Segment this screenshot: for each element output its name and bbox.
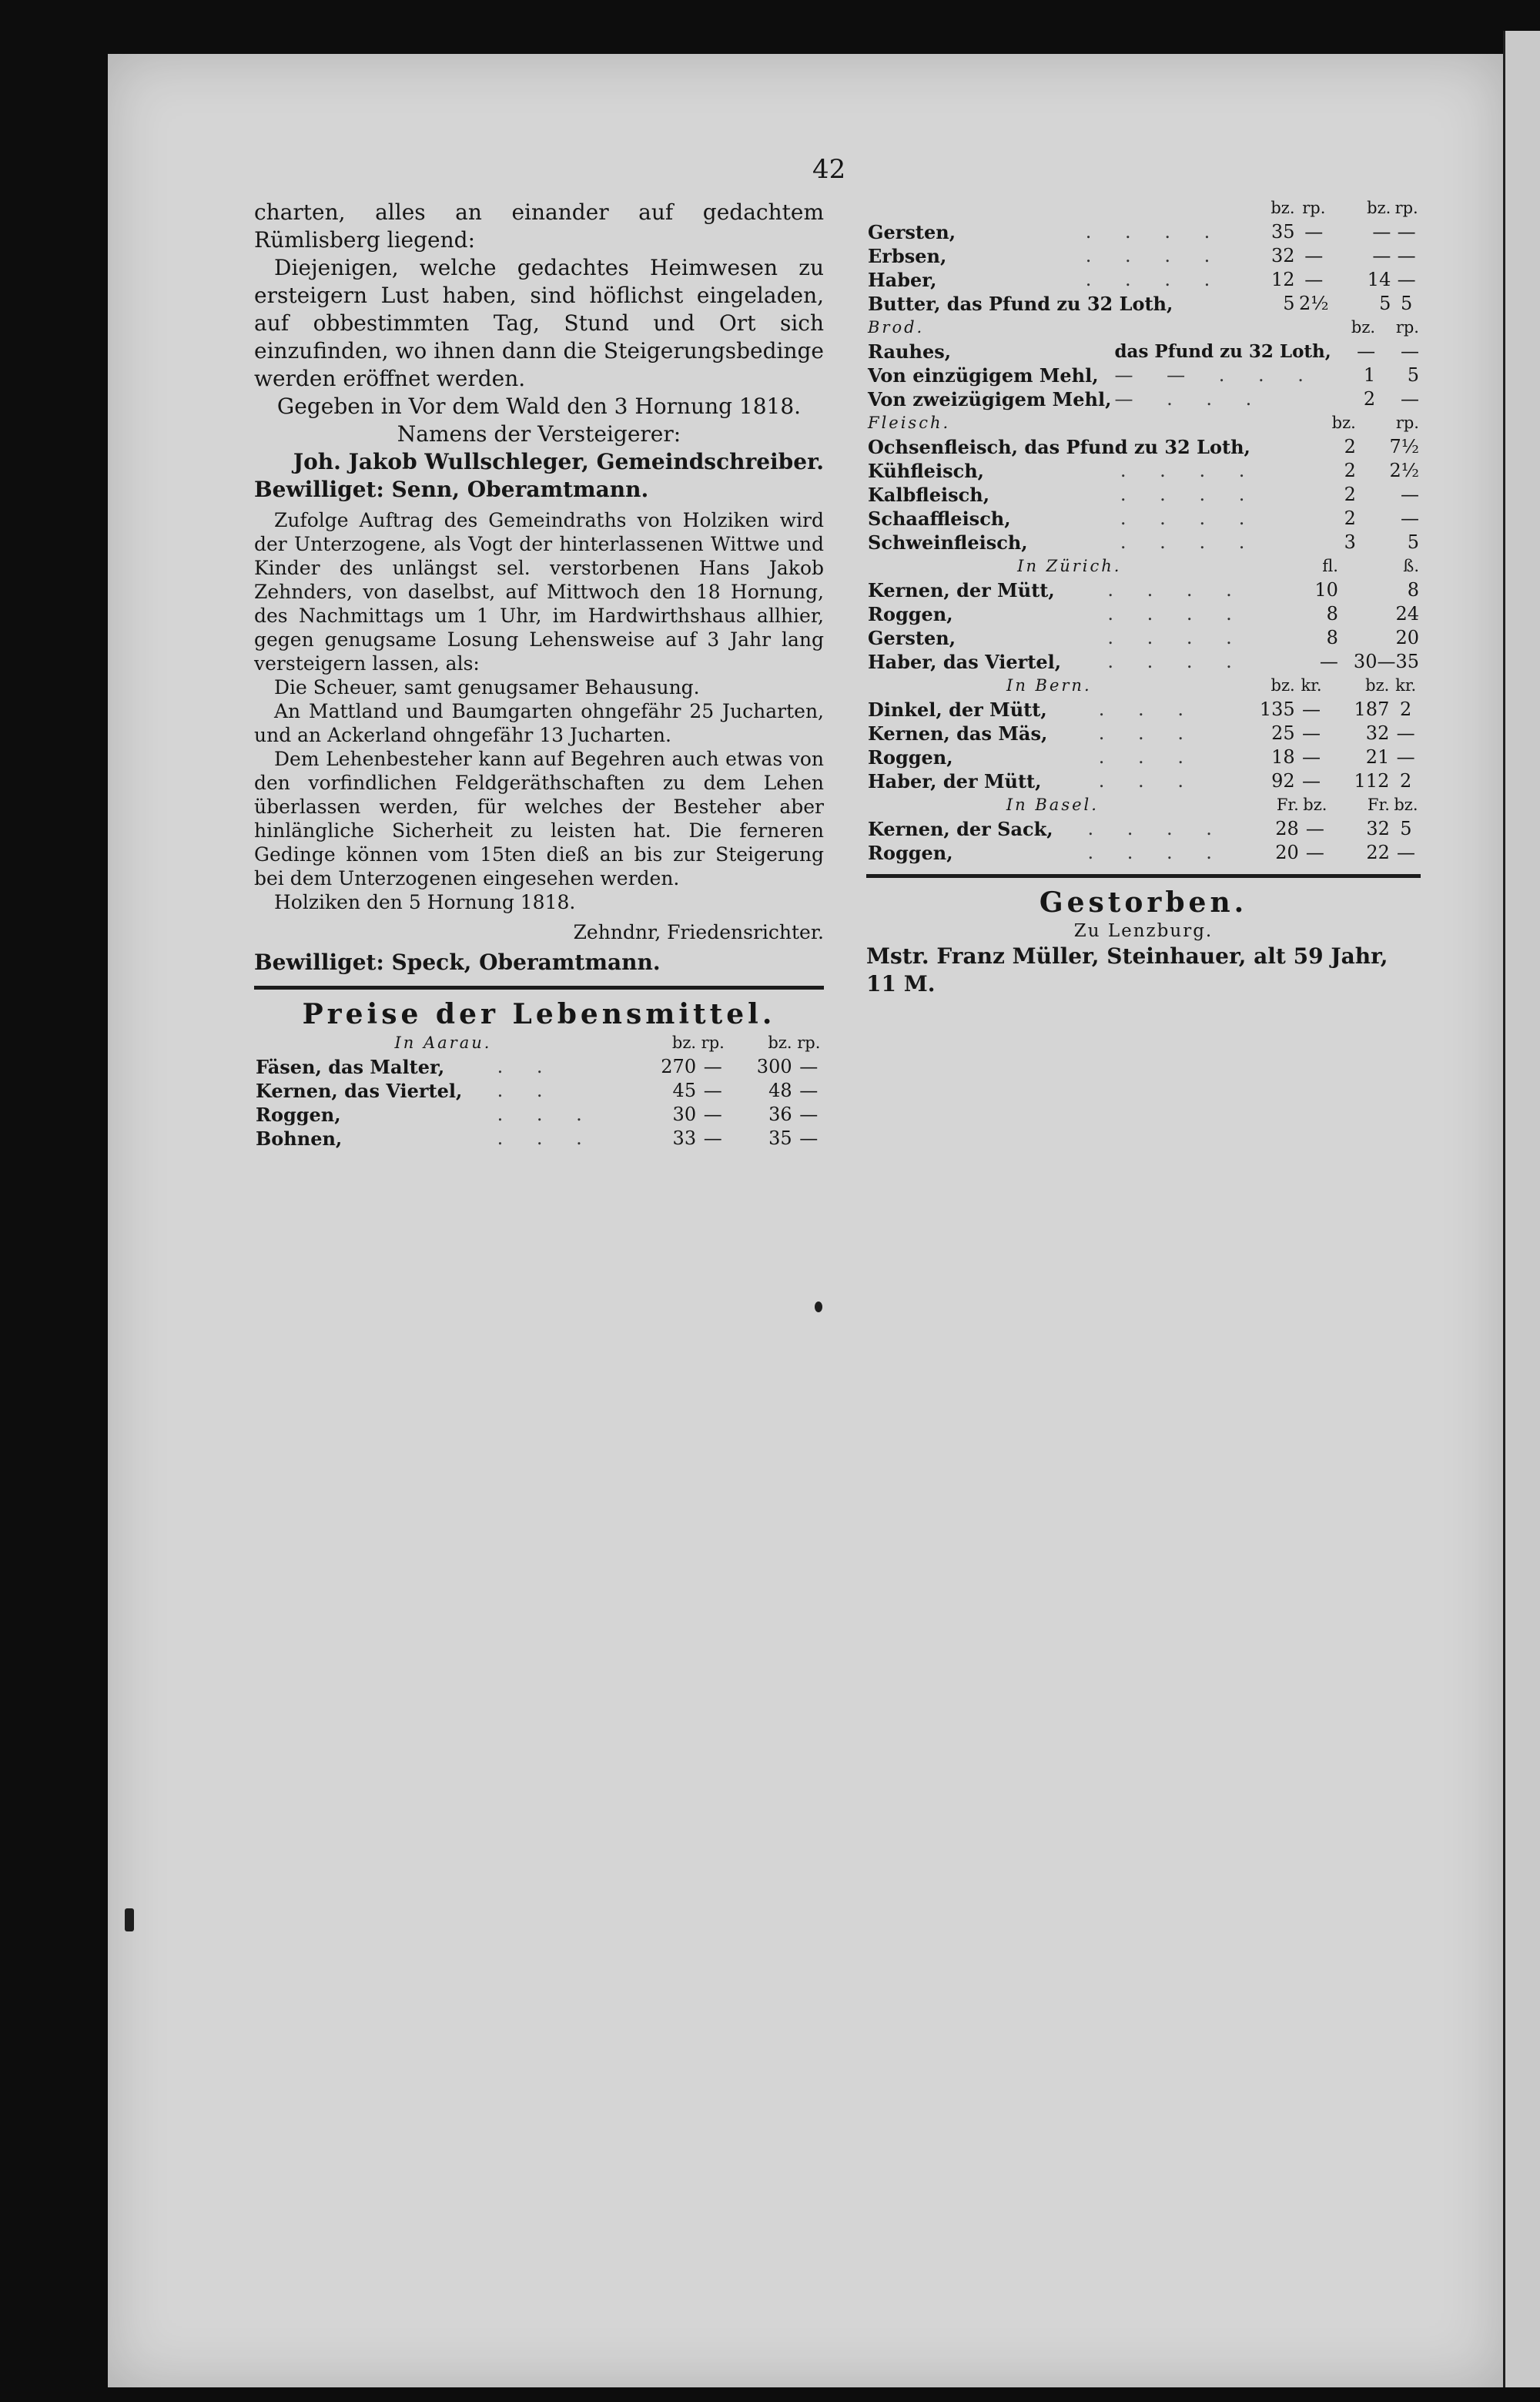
col-header: bz. <box>671 1033 697 1052</box>
price-value: 24 <box>1395 603 1419 625</box>
table-row <box>866 435 1421 459</box>
item-name: Haber, <box>868 269 937 291</box>
table-header <box>866 793 1421 817</box>
item-name: Ochsenfleisch, das Pfund zu 32 Loth, <box>868 436 1250 458</box>
price-value: 30—35 <box>1353 651 1419 672</box>
section-divider <box>866 874 1421 878</box>
item-name: Kernen, der Sack, <box>868 818 1053 840</box>
price-value: 48 <box>768 1080 792 1101</box>
table-row: Haber, der Mütt, . . . 92 — 112 2 <box>866 769 1421 793</box>
col-header: bz. <box>1303 796 1327 814</box>
col-header: bz. <box>1270 199 1295 217</box>
table-row: Roggen, . . . 30 — 36 — <box>254 1103 824 1127</box>
price-value: 5 <box>1400 818 1412 839</box>
brod-price-table <box>866 316 1421 411</box>
notice-text: Dem Lehenbesteher kann auf Begehren auch etwas von den vorfindlichen Feldgeräthschaften zu dem Lehen überlassen werden, für welches der Besteher aber hinlängliche Sicherheit zu leisten hat. Die ferneren Gedinge können vom 15ten dieß an bis zur Steigerung bei dem Unterzogenen eingesehen werden. <box>254 748 824 889</box>
left-column <box>254 199 824 1151</box>
price-value: — <box>1401 388 1419 410</box>
col-header: rp. <box>797 1033 821 1052</box>
price-value: 5 <box>1407 531 1419 553</box>
price-value: 2 <box>1344 460 1356 481</box>
price-value: 45 <box>672 1080 697 1101</box>
price-value: 2½ <box>1389 460 1419 481</box>
notice-text: charten, alles an einander auf gedachtem Rümlisberg liegend: <box>254 199 824 253</box>
price-value: — <box>799 1127 819 1149</box>
price-value: 20 <box>1275 842 1299 863</box>
price-value: — <box>1305 818 1324 839</box>
table-row: Erbsen, . . . . 32 — — — <box>866 244 1421 268</box>
price-value: 5 <box>1401 293 1413 314</box>
price-value: — <box>703 1104 722 1125</box>
price-value: — <box>1372 245 1391 266</box>
ink-spot <box>125 1908 134 1931</box>
item-name: Schaaffleisch, <box>868 508 1011 530</box>
price-value: 32 <box>1270 245 1295 266</box>
price-value: 30 <box>672 1104 697 1125</box>
notice-signatory-label: Namens der Versteigerer: <box>397 421 681 447</box>
price-value: 28 <box>1275 818 1299 839</box>
price-value: — <box>1401 508 1419 529</box>
section-divider <box>254 986 824 990</box>
page-number: 42 <box>812 154 846 185</box>
price-value: 2 <box>1363 388 1376 410</box>
table-row: Roggen, . . . 18 — 21 — <box>866 745 1421 769</box>
table-row: Schweinfleisch, . . . . 3 5 <box>868 531 1419 554</box>
col-header: Fr. <box>1276 796 1299 814</box>
item-name: Gersten, <box>868 221 956 243</box>
section-label: Fleisch. <box>868 414 951 432</box>
table-row: Haber, . . . . 12 — 14 — <box>866 268 1421 292</box>
col-header: kr. <box>1301 676 1322 695</box>
table-row: Bohnen, . . . 33 — 35 — <box>254 1127 824 1151</box>
item-name: Roggen, <box>868 746 953 769</box>
auction-notice-rumlisberg <box>254 199 824 504</box>
deaths-heading: Gestorben. <box>1039 886 1248 919</box>
col-header: bz. <box>1365 676 1390 695</box>
price-value: — <box>1302 722 1321 744</box>
price-value: — <box>1302 698 1321 720</box>
notice-approval: Bewilliget: Speck, Oberamtmann. <box>254 950 661 975</box>
price-value: — <box>1397 245 1416 266</box>
item-name: Kühfleisch, <box>868 460 984 482</box>
price-value: 32 <box>1366 818 1390 839</box>
price-value: — <box>799 1104 819 1125</box>
price-value: 5 <box>1407 364 1419 386</box>
price-value: 92 <box>1271 770 1295 792</box>
notice-signatory: Zehndnr, Friedensrichter. <box>573 921 824 943</box>
table-row: Kernen, der Sack, . . . . 28 — 32 5 <box>866 817 1421 841</box>
price-value: 12 <box>1270 269 1295 290</box>
price-value: 187 <box>1354 698 1390 720</box>
price-value: — <box>1304 269 1324 290</box>
table-row: Gersten, . . . . 8 20 <box>868 627 1419 649</box>
col-header: ß. <box>1403 557 1419 575</box>
price-value: — <box>1319 651 1338 672</box>
price-value: 33 <box>672 1127 697 1149</box>
table-row: Kernen, das Viertel, . . 45 — 48 — <box>254 1079 824 1103</box>
table-row: Fäsen, das Malter, . . 270 — 300 — <box>254 1055 824 1079</box>
table-header <box>866 554 1421 578</box>
table-row: Kühfleisch, . . . . 2 2½ <box>868 460 1419 482</box>
notice-text: Diejenigen, welche gedachtes Heimwesen zu ersteigern Lust haben, sind höflichst eingeladen, auf obbestimmten Tag, Stund und Ort sich einzufinden, wo ihnen dann die Steigerungsbedinge werden eröffnet werden. <box>254 255 824 391</box>
table-row: Schaaffleisch, . . . . 2 — <box>868 508 1419 530</box>
table-row: Kalbfleisch, . . . . 2 — <box>868 484 1419 506</box>
table-row: Dinkel, der Mütt, . . . 135 — 187 2 <box>866 698 1421 722</box>
col-header: rp. <box>1395 414 1419 432</box>
notice-date: Gegeben in Vor dem Wald den 3 Hornung 1818. <box>276 394 802 419</box>
table-row: Haber, das Viertel, . . . . — 30—35 <box>868 651 1419 673</box>
price-value: — <box>1397 221 1416 243</box>
price-value: 10 <box>1314 579 1338 601</box>
notice-text: Zufolge Auftrag des Gemeindraths von Holziken wird der Unterzogene, als Vogt der hinterlassenen Wittwe und Kinder des unlängst sel. verstorbenen Hans Jakob Zehnders, von daselbst, auf Mittwoch den 18 Hornung, des Nachmittags um 1 Uhr, im Hardwirthshaus allhier, gegen genugsame Losung Lehensweise auf 3 Jahr lang versteigern lassen, als: <box>254 509 824 675</box>
col-header: rp. <box>1395 318 1419 337</box>
price-value: — <box>1396 746 1415 768</box>
col-header: rp. <box>1302 199 1326 217</box>
table-header <box>866 196 1421 220</box>
aarau-price-table-continued <box>866 196 1421 316</box>
item-name: Fäsen, das Malter, <box>256 1056 445 1078</box>
price-value: 18 <box>1271 746 1295 768</box>
price-value: 2 <box>1400 698 1412 720</box>
price-value: 270 <box>661 1056 697 1077</box>
price-value: — <box>1304 221 1324 243</box>
col-header: rp. <box>701 1033 725 1052</box>
table-header <box>866 316 1421 340</box>
price-value: 7½ <box>1389 436 1419 457</box>
prices-heading: Preise der Lebensmittel. <box>302 998 776 1030</box>
col-header: rp. <box>1394 199 1418 217</box>
item-name: Erbsen, <box>868 245 947 267</box>
item-name: Dinkel, der Mütt, <box>868 698 1047 721</box>
section-label: Brod. <box>868 318 925 337</box>
price-value: — <box>1304 245 1324 266</box>
adjacent-page-edge <box>1503 31 1540 2387</box>
col-header: bz. <box>1351 318 1376 337</box>
price-value: 135 <box>1259 698 1295 720</box>
item-name: Roggen, <box>868 603 953 625</box>
table-row: Kernen, der Mütt, . . . . 10 8 <box>868 579 1419 601</box>
col-header: Fr. <box>1367 796 1390 814</box>
bern-price-table <box>866 674 1421 793</box>
item-name: Rauhes, <box>868 340 952 363</box>
place-label: In Bern. <box>1006 676 1092 695</box>
price-value: 21 <box>1365 746 1390 768</box>
item-name: Schweinfleisch, <box>868 531 1028 554</box>
item-name: Kernen, das Mäs, <box>868 722 1048 745</box>
item-name: Von zweizügigem Mehl, <box>868 388 1112 410</box>
notice-date: Holziken den 5 Hornung 1818. <box>274 891 576 913</box>
price-value: 2 <box>1344 436 1356 457</box>
price-value: — <box>799 1080 819 1101</box>
price-value: 8 <box>1407 579 1419 601</box>
price-value: 1 <box>1363 364 1376 386</box>
table-header <box>866 411 1421 435</box>
aarau-price-table <box>254 1031 824 1151</box>
col-header: bz. <box>1394 796 1418 814</box>
price-value: 2½ <box>1299 293 1329 314</box>
col-header: kr. <box>1395 676 1417 695</box>
item-name: Kalbfleisch, <box>868 484 990 506</box>
col-header: fl. <box>1322 557 1338 575</box>
table-row: Kernen, das Mäs, . . . 25 — 32 — <box>866 722 1421 745</box>
price-value: — <box>1305 842 1324 863</box>
item-name: Haber, das Viertel, <box>868 651 1062 673</box>
price-value: 22 <box>1366 842 1390 863</box>
fleisch-price-table <box>866 411 1421 554</box>
price-value: 300 <box>756 1056 792 1077</box>
price-value: 35 <box>1270 221 1295 243</box>
right-column <box>866 196 1421 998</box>
price-value: — <box>1357 340 1376 362</box>
notice-approval: Bewilliget: Senn, Oberamtmann. <box>254 477 649 502</box>
item-name: Bohnen, <box>256 1127 343 1150</box>
price-value: 32 <box>1365 722 1390 744</box>
table-row <box>866 340 1421 363</box>
price-value: 8 <box>1326 627 1338 648</box>
price-value: 5 <box>1283 293 1295 314</box>
table-row <box>866 292 1421 316</box>
item-name: Kernen, das Viertel, <box>256 1080 463 1102</box>
unit-label: das Pfund zu 32 Loth, <box>1114 341 1331 362</box>
basel-price-table <box>866 793 1421 865</box>
price-value: — <box>1302 770 1321 792</box>
price-value: — <box>703 1127 722 1149</box>
price-value: 8 <box>1326 603 1338 625</box>
price-value: — <box>1396 842 1415 863</box>
price-value: — <box>703 1080 722 1101</box>
price-value: — <box>703 1056 722 1077</box>
price-value: 20 <box>1395 627 1419 648</box>
price-value: — <box>1372 221 1391 243</box>
price-value: 2 <box>1344 484 1356 505</box>
col-header: bz. <box>1331 414 1356 432</box>
price-value: 36 <box>768 1104 792 1125</box>
table-row: Von zweizügigem Mehl, — . . . 2 — <box>868 388 1419 410</box>
place-label: In Aarau. <box>394 1033 492 1052</box>
deaths-place: Zu Lenzburg. <box>1073 921 1214 941</box>
table-header <box>254 1031 824 1055</box>
col-header: bz. <box>1270 676 1295 695</box>
price-value: 2 <box>1344 508 1356 529</box>
table-row: Roggen, . . . . 20 — 22 — <box>866 841 1421 865</box>
price-value: — <box>1401 484 1419 505</box>
table-row: Von einzügigem Mehl, — — . . . 1 5 <box>868 364 1419 387</box>
price-value: — <box>1396 722 1415 744</box>
price-value: — <box>799 1056 819 1077</box>
place-label: In Zürich. <box>1017 557 1122 575</box>
item-name: Butter, das Pfund zu 32 Loth, <box>868 293 1173 315</box>
price-value: 2 <box>1400 770 1412 792</box>
table-row: Gersten, . . . . 35 — — — <box>866 220 1421 244</box>
item-name: Roggen, <box>256 1104 341 1126</box>
price-value: 25 <box>1271 722 1295 744</box>
table-header <box>866 674 1421 698</box>
zurich-price-table <box>866 554 1421 674</box>
item-name: Haber, der Mütt, <box>868 770 1042 792</box>
ink-spot <box>815 1302 822 1312</box>
table-row: Roggen, . . . . 8 24 <box>868 603 1419 625</box>
item-name: Roggen, <box>868 842 953 864</box>
price-value: 3 <box>1344 531 1356 553</box>
price-value: 112 <box>1354 770 1390 792</box>
lease-notice-holziken <box>254 508 824 977</box>
price-value: 35 <box>768 1127 792 1149</box>
col-header: bz. <box>768 1033 792 1052</box>
notice-signatory: Joh. Jakob Wullschleger, Gemeindschreiber. <box>293 449 824 474</box>
item-name: Kernen, der Mütt, <box>868 579 1055 601</box>
death-entry: Mstr. Franz Müller, Steinhauer, alt 59 Jahr, 11 M. <box>866 943 1388 997</box>
col-header: bz. <box>1367 199 1391 217</box>
price-value: 14 <box>1367 269 1391 290</box>
item-name: Gersten, <box>868 627 956 649</box>
price-value: — <box>1302 746 1321 768</box>
item-name: Von einzügigem Mehl, <box>868 364 1099 387</box>
place-label: In Basel. <box>1006 796 1099 814</box>
notice-item: An Mattland und Baumgarten ohngefähr 25 Jucharten, und an Ackerland ohngefähr 13 Jucharten. <box>254 700 824 746</box>
price-value: 5 <box>1379 293 1391 314</box>
price-value: — <box>1401 340 1419 362</box>
notice-item: Die Scheuer, samt genugsamer Behausung. <box>274 676 700 698</box>
price-value: — <box>1397 269 1416 290</box>
